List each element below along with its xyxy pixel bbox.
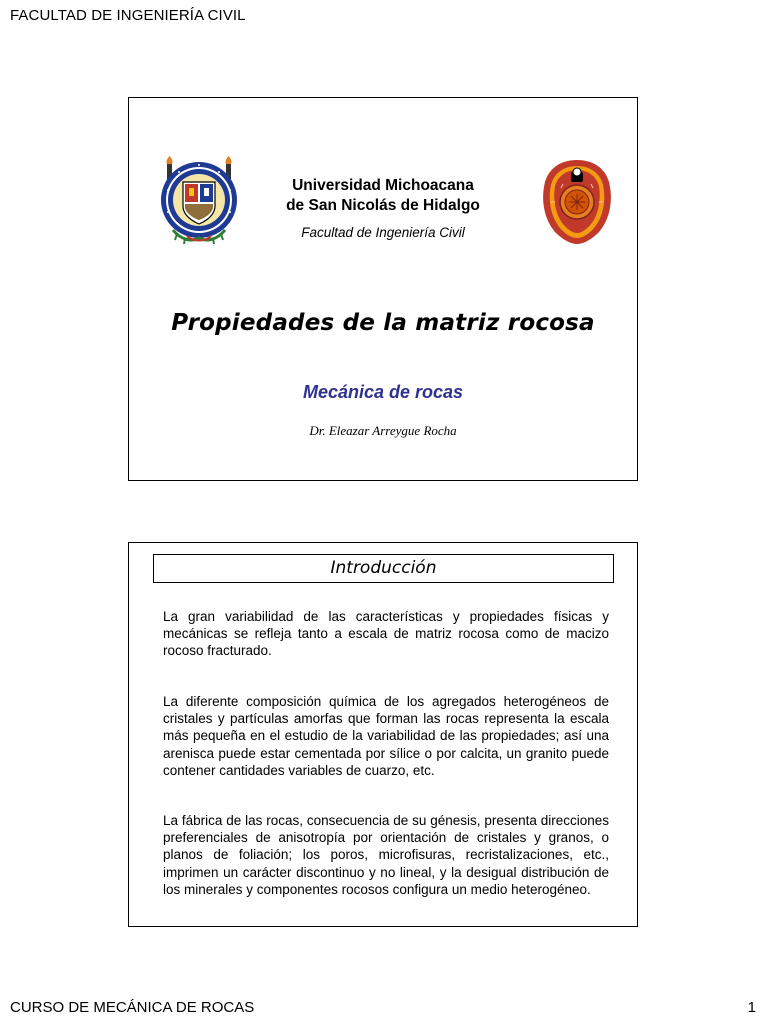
- faculty-name: Facultad de Ingeniería Civil: [301, 225, 465, 240]
- paragraph-2: La diferente composición química de los agregados heterogéneos de cristales y partículas amorfas que forman las rocas representa la escala más pequeña en el estudio de la variabilidad de las propiedades; así una arenisca puede estar cementada por sílice o por calcita, un granito puede contener cantidades variables de cuarzo, etc.: [163, 694, 609, 778]
- university-name-line2: de San Nicolás de Hidalgo: [286, 197, 480, 214]
- course-name: Mecánica de rocas: [302, 382, 464, 402]
- page-footer: CURSO DE MECÁNICA DE ROCAS: [10, 999, 255, 1016]
- author-name: Dr. Eleazar Arreygue Rocha: [309, 423, 457, 438]
- faculty-logo: [541, 158, 613, 246]
- page-number: 1: [747, 999, 756, 1016]
- paragraph-1: La gran variabilidad de las características y propiedades físicas y mecánicas se refleja tanto a escala de matriz rocosa como de macizo rocoso fracturado.: [163, 609, 609, 659]
- university-name-line1: Universidad Michoacana: [292, 177, 474, 194]
- slide-heading: Introducción: [153, 554, 614, 583]
- page-header: FACULTAD DE INGENIERÍA CIVIL: [10, 7, 246, 24]
- intro-slide: [128, 542, 638, 927]
- slide-title: Propiedades de la matriz rocosa: [171, 310, 595, 336]
- title-slide: [128, 97, 638, 481]
- paragraph-3: La fábrica de las rocas, consecuencia de su génesis, presenta direcciones preferenciales de anisotropía por orientación de cristales y granos, o planos de foliación; los poros, microfisuras, recristalizaciones, etc., imprimen un carácter discontinuo y no lineal, y la desigual distribución de los minerales y componentes rocosos configura un medio heterogéneo.: [163, 813, 609, 897]
